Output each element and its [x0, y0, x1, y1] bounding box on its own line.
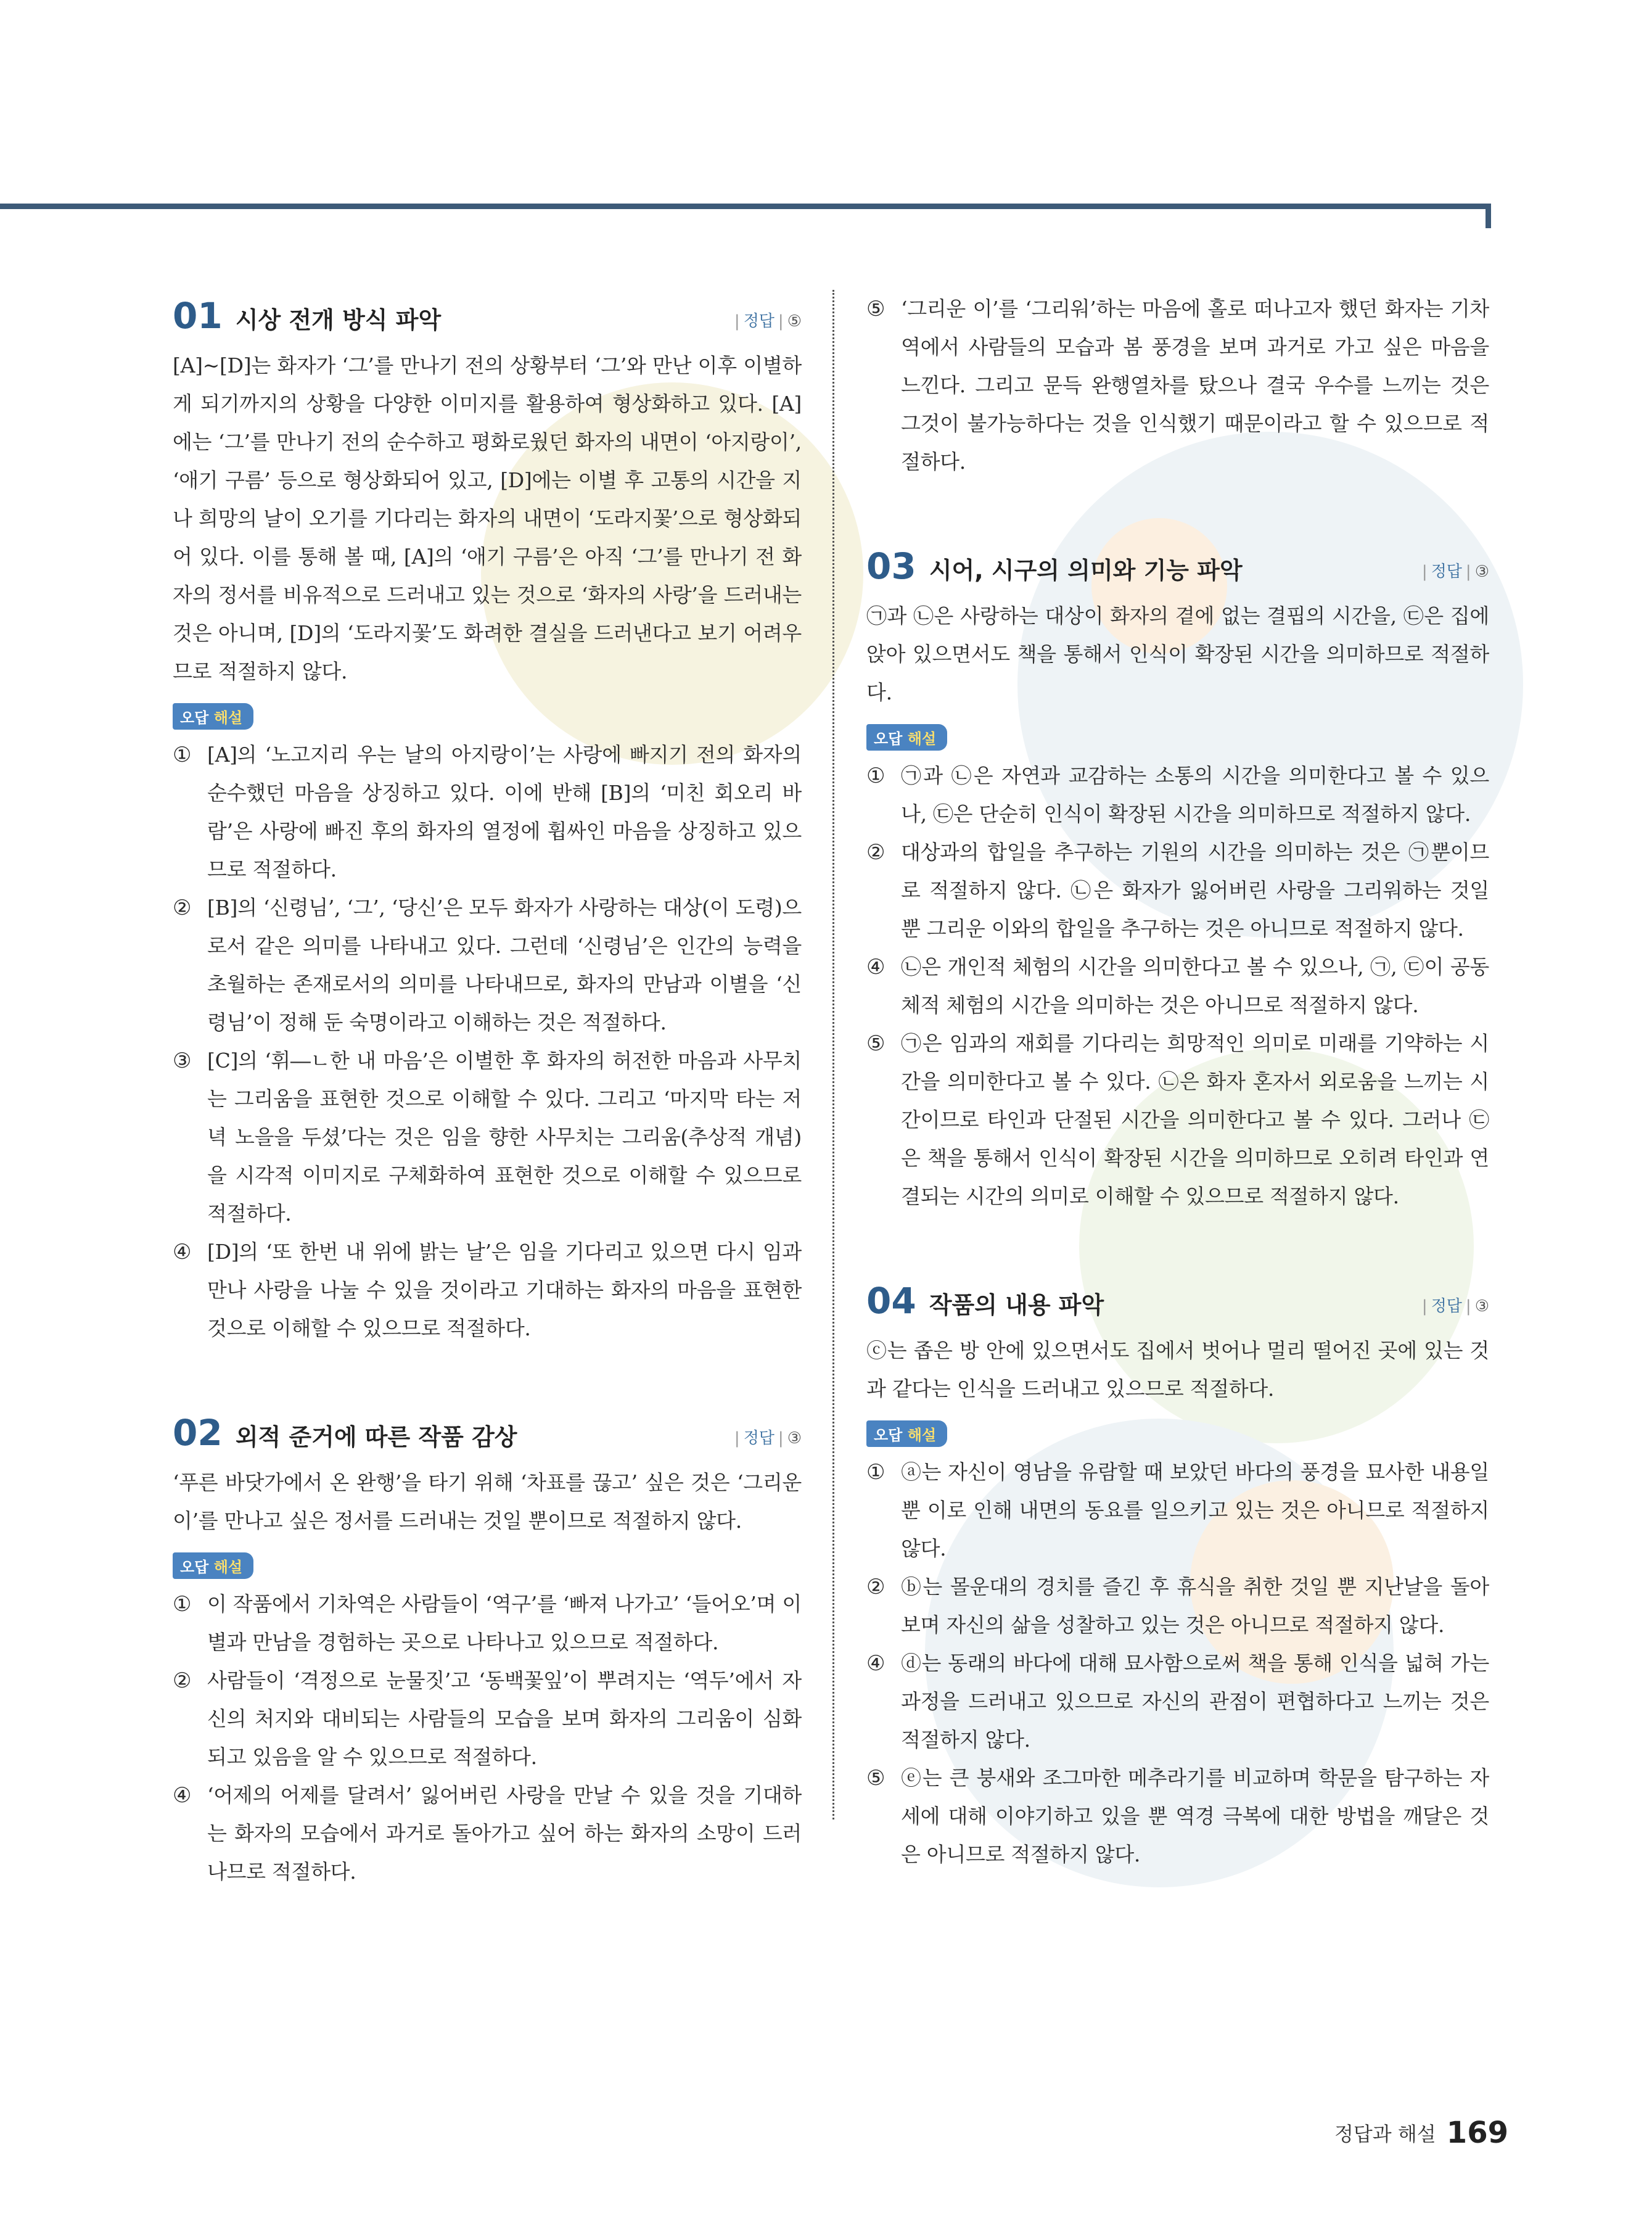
item-text: ⓐ는 자신이 영남을 유람할 때 보았던 바다의 풍경을 묘사한 내용일 뿐 이로 인해 내면의 동요를 일으키고 있는 것은 아니므로 적절하지 않다.: [901, 1460, 1489, 1560]
wrong-answer-tag: 오답 해설: [866, 724, 947, 751]
list-item: [866, 757, 1489, 833]
item-text: ‘어제의 어제를 달려서’ 잃어버린 사랑을 만날 수 있을 것을 기대하는 화자의 모습에서 과거로 돌아가고 싶어 하는 화자의 소망이 드러나므로 적절하다.: [207, 1783, 802, 1884]
list-item: [173, 1662, 802, 1776]
list-item: [173, 1233, 802, 1348]
right-column: [866, 290, 1489, 1874]
item-text: [D]의 ‘또 한번 내 위에 밝는 날’은 임을 기다리고 있으면 다시 임과 만나 사랑을 나눌 수 있을 것이라고 기대하는 화자의 마음을 표현한 것으로 이해할 수 있으므로 적절하다.: [207, 1240, 802, 1340]
section-title: 시어, 시구의 의미와 기능 파악: [929, 557, 1243, 584]
header-rule-tick: [1486, 204, 1491, 228]
header-rule: [0, 204, 1491, 209]
list-item: [866, 1568, 1489, 1644]
section-number: 01: [173, 295, 223, 337]
item-text: ㉡은 개인적 체험의 시간을 의미한다고 볼 수 있으나, ㉠, ㉢이 공동체적 체험의 시간을 의미하는 것은 아니므로 적절하지 않다.: [901, 955, 1489, 1017]
section-02-continued: [866, 290, 1489, 481]
footer-label: 정답과 해설: [1334, 2122, 1436, 2146]
item-marker: ⑤: [866, 1031, 886, 1056]
item-text: ‘그리운 이’를 ‘그리워’하는 마음에 홀로 떠나고자 했던 화자는 기차역에서 사람들의 모습과 봄 풍경을 보며 과거로 가고 싶은 마음을 느낀다. 그리고 문득 완행열차를 탔으나 결국 우수를 느끼는 것은 그것이 불가능하다는 것을 인식했기 때문이라고 할 수 있으므로 적절하다.: [901, 297, 1489, 474]
item-marker: ④: [866, 955, 886, 979]
section-03-header: [866, 545, 1489, 593]
list-item: [173, 889, 802, 1042]
item-text: [A]의 ‘노고지리 우는 날의 아지랑이’는 사랑에 빠지기 전의 화자의 순수했던 마음을 상징하고 있다. 이에 반해 [B]의 ‘미친 회오리 바람’은 사랑에 빠진 후의 화자의 열정에 휩싸인 마음을 상징하고 있으므로 적절하다.: [207, 743, 802, 881]
item-marker: ④: [173, 1240, 192, 1264]
section-01-body: [A]~[D]는 화자가 ‘그’를 만나기 전의 상황부터 ‘그’와 만난 이후 이별하게 되기까지의 상황을 다양한 이미지를 활용하여 형상화하고 있다. [A]에는 ‘그’를 만나기 전의 순수하고 평화로웠던 화자의 내면이 ‘아지랑이’, ‘애기 구름’ 등으로 형상화되어 있고, [D]에는 이별 후 고통의 시간을 지나 희망의 날이 오기를 기다리는 화자의 내면이 ‘도라지꽃’으로 형상화되어 있다. 이를 통해 볼 때, [A]의 ‘애기 구름’은 아직 ‘그’를 만나기 전 화자의 정서를 비유적으로 드러내고 있는 것으로 ‘화자의 사랑’을 드러내는 것은 아니며, [D]의 ‘도라지꽃’도 화려한 결실을 드러낸다고 보기 어려우므로 적절하지 않다.: [173, 353, 802, 683]
section-01-items: [173, 736, 802, 1348]
section-title: 시상 전개 방식 파악: [235, 307, 442, 334]
item-marker: ③: [173, 1049, 192, 1073]
item-marker: ②: [173, 1668, 192, 1693]
list-item: [173, 1776, 802, 1891]
section-02-items: [173, 1585, 802, 1891]
list-item: [173, 1585, 802, 1662]
item-marker: ⑤: [866, 1766, 886, 1791]
wrong-answer-tag: 오답 해설: [866, 1420, 947, 1447]
item-marker: ②: [173, 896, 192, 920]
item-marker: ②: [866, 1575, 886, 1599]
item-text: 이 작품에서 기차역은 사람들이 ‘역구’를 ‘빠져 나가고’ ‘들어오’며 이별과 만남을 경험하는 곳으로 나타나고 있으므로 적절하다.: [207, 1592, 802, 1654]
answer-badge: | 정답 | ③: [1421, 1297, 1489, 1316]
answer-badge: | 정답 | ③: [734, 1429, 802, 1448]
section-04-items: [866, 1453, 1489, 1874]
page-number: 169: [1446, 2116, 1508, 2150]
item-marker: ①: [866, 764, 886, 788]
list-item: [866, 290, 1489, 481]
column-divider: [832, 290, 834, 1819]
section-number: 02: [173, 1412, 223, 1454]
section-03-body: ㉠과 ㉡은 사랑하는 대상이 화자의 곁에 없는 결핍의 시간을, ㉢은 집에 앉아 있으면서도 책을 통해서 인식이 확장된 시간을 의미하므로 적절하다.: [866, 604, 1489, 704]
wrong-answer-tag: 오답 해설: [173, 1552, 253, 1579]
item-text: ⓓ는 동래의 바다에 대해 묘사함으로써 책을 통해 인식을 넓혀 가는 과정을 드러내고 있으므로 자신의 관점이 편협하다고 느끼는 것은 적절하지 않다.: [901, 1651, 1489, 1752]
item-text: [C]의 ‘휘―ㄴ한 내 마음’은 이별한 후 화자의 허전한 마음과 사무치는 그리움을 표현한 것으로 이해할 수 있다. 그리고 ‘마지막 타는 저녁 노을을 두셨’다는 것은 임을 향한 사무치는 그리움(추상적 개념)을 시각적 이미지로 구체화하여 표현한 것으로 이해할 수 있으므로 적절하다.: [207, 1049, 802, 1226]
section-04-body: ⓒ는 좁은 방 안에 있으면서도 집에서 벗어나 멀리 떨어진 곳에 있는 것과 같다는 인식을 드러내고 있으므로 적절하다.: [866, 1338, 1489, 1401]
section-02-header: [173, 1412, 802, 1460]
wrong-answer-tag: 오답 해설: [173, 703, 253, 730]
list-item: [866, 948, 1489, 1024]
section-title: 작품의 내용 파악: [929, 1292, 1104, 1319]
item-marker: ①: [173, 743, 192, 767]
item-text: ⓑ는 몰운대의 경치를 즐긴 후 휴식을 취한 것일 뿐 지난날을 돌아보며 자신의 삶을 성찰하고 있는 것은 아니므로 적절하지 않다.: [901, 1575, 1489, 1637]
section-04-header: [866, 1280, 1489, 1328]
list-item: [866, 1644, 1489, 1759]
list-item: [866, 833, 1489, 948]
section-number: 04: [866, 1280, 916, 1322]
left-column: [173, 295, 802, 1891]
item-text: 사람들이 ‘격정으로 눈물짓’고 ‘동백꽃잎’이 뿌려지는 ‘역두’에서 자신의 처지와 대비되는 사람들의 모습을 보며 화자의 그리움이 심화되고 있음을 알 수 있으므로 적절하다.: [207, 1668, 802, 1769]
page-footer: [1334, 2116, 1508, 2150]
list-item: [866, 1453, 1489, 1568]
section-02-body: ‘푸른 바닷가에서 온 완행’을 타기 위해 ‘차표를 끊고’ 싶은 것은 ‘그리운 이’를 만나고 싶은 정서를 드러내는 것일 뿐이므로 적절하지 않다.: [173, 1470, 802, 1533]
item-marker: ④: [173, 1783, 192, 1808]
section-number: 03: [866, 545, 916, 587]
item-marker: ④: [866, 1651, 886, 1676]
item-marker: ①: [866, 1460, 886, 1485]
list-item: [173, 736, 802, 889]
item-marker: ②: [866, 840, 886, 865]
answer-badge: | 정답 | ⑤: [734, 312, 802, 331]
item-text: [B]의 ‘신령님’, ‘그’, ‘당신’은 모두 화자가 사랑하는 대상(이 도령)으로서 같은 의미를 나타내고 있다. 그런데 ‘신령님’은 인간의 능력을 초월하는 존재로서의 의미를 나타내므로, 화자의 만남과 이별을 ‘신령님’이 정해 둔 숙명이라고 이해하는 것은 적절하다.: [207, 896, 802, 1034]
list-item: [866, 1759, 1489, 1874]
item-marker: ⑤: [866, 297, 886, 321]
item-marker: ①: [173, 1592, 192, 1617]
section-03-items: [866, 757, 1489, 1216]
list-item: [173, 1042, 802, 1233]
item-text: 대상과의 합일을 추구하는 기원의 시간을 의미하는 것은 ㉠뿐이므로 적절하지 않다. ㉡은 화자가 잃어버린 사랑을 그리워하는 것일 뿐 그리운 이와의 합일을 추구하는 것은 아니므로 적절하지 않다.: [901, 840, 1489, 941]
item-text: ㉠은 임과의 재회를 기다리는 희망적인 의미로 미래를 기약하는 시간을 의미한다고 볼 수 있다. ㉡은 화자 혼자서 외로움을 느끼는 시간이므로 타인과 단절된 시간을 의미한다고 볼 수 있다. 그러나 ㉢은 책을 통해서 인식이 확장된 시간을 의미하므로 오히려 타인과 연결되는 시간의 의미로 이해할 수 있으므로 적절하지 않다.: [901, 1031, 1489, 1208]
list-item: [866, 1024, 1489, 1216]
section-title: 외적 준거에 따른 작품 감상: [235, 1424, 517, 1451]
item-text: ㉠과 ㉡은 자연과 교감하는 소통의 시간을 의미한다고 볼 수 있으나, ㉢은 단순히 인식이 확장된 시간을 의미하므로 적절하지 않다.: [901, 764, 1489, 826]
section-01-header: [173, 295, 802, 343]
answer-badge: | 정답 | ③: [1421, 563, 1489, 581]
item-text: ⓔ는 큰 붕새와 조그마한 메추라기를 비교하며 학문을 탐구하는 자세에 대해 이야기하고 있을 뿐 역경 극복에 대한 방법을 깨달은 것은 아니므로 적절하지 않다.: [901, 1766, 1489, 1866]
